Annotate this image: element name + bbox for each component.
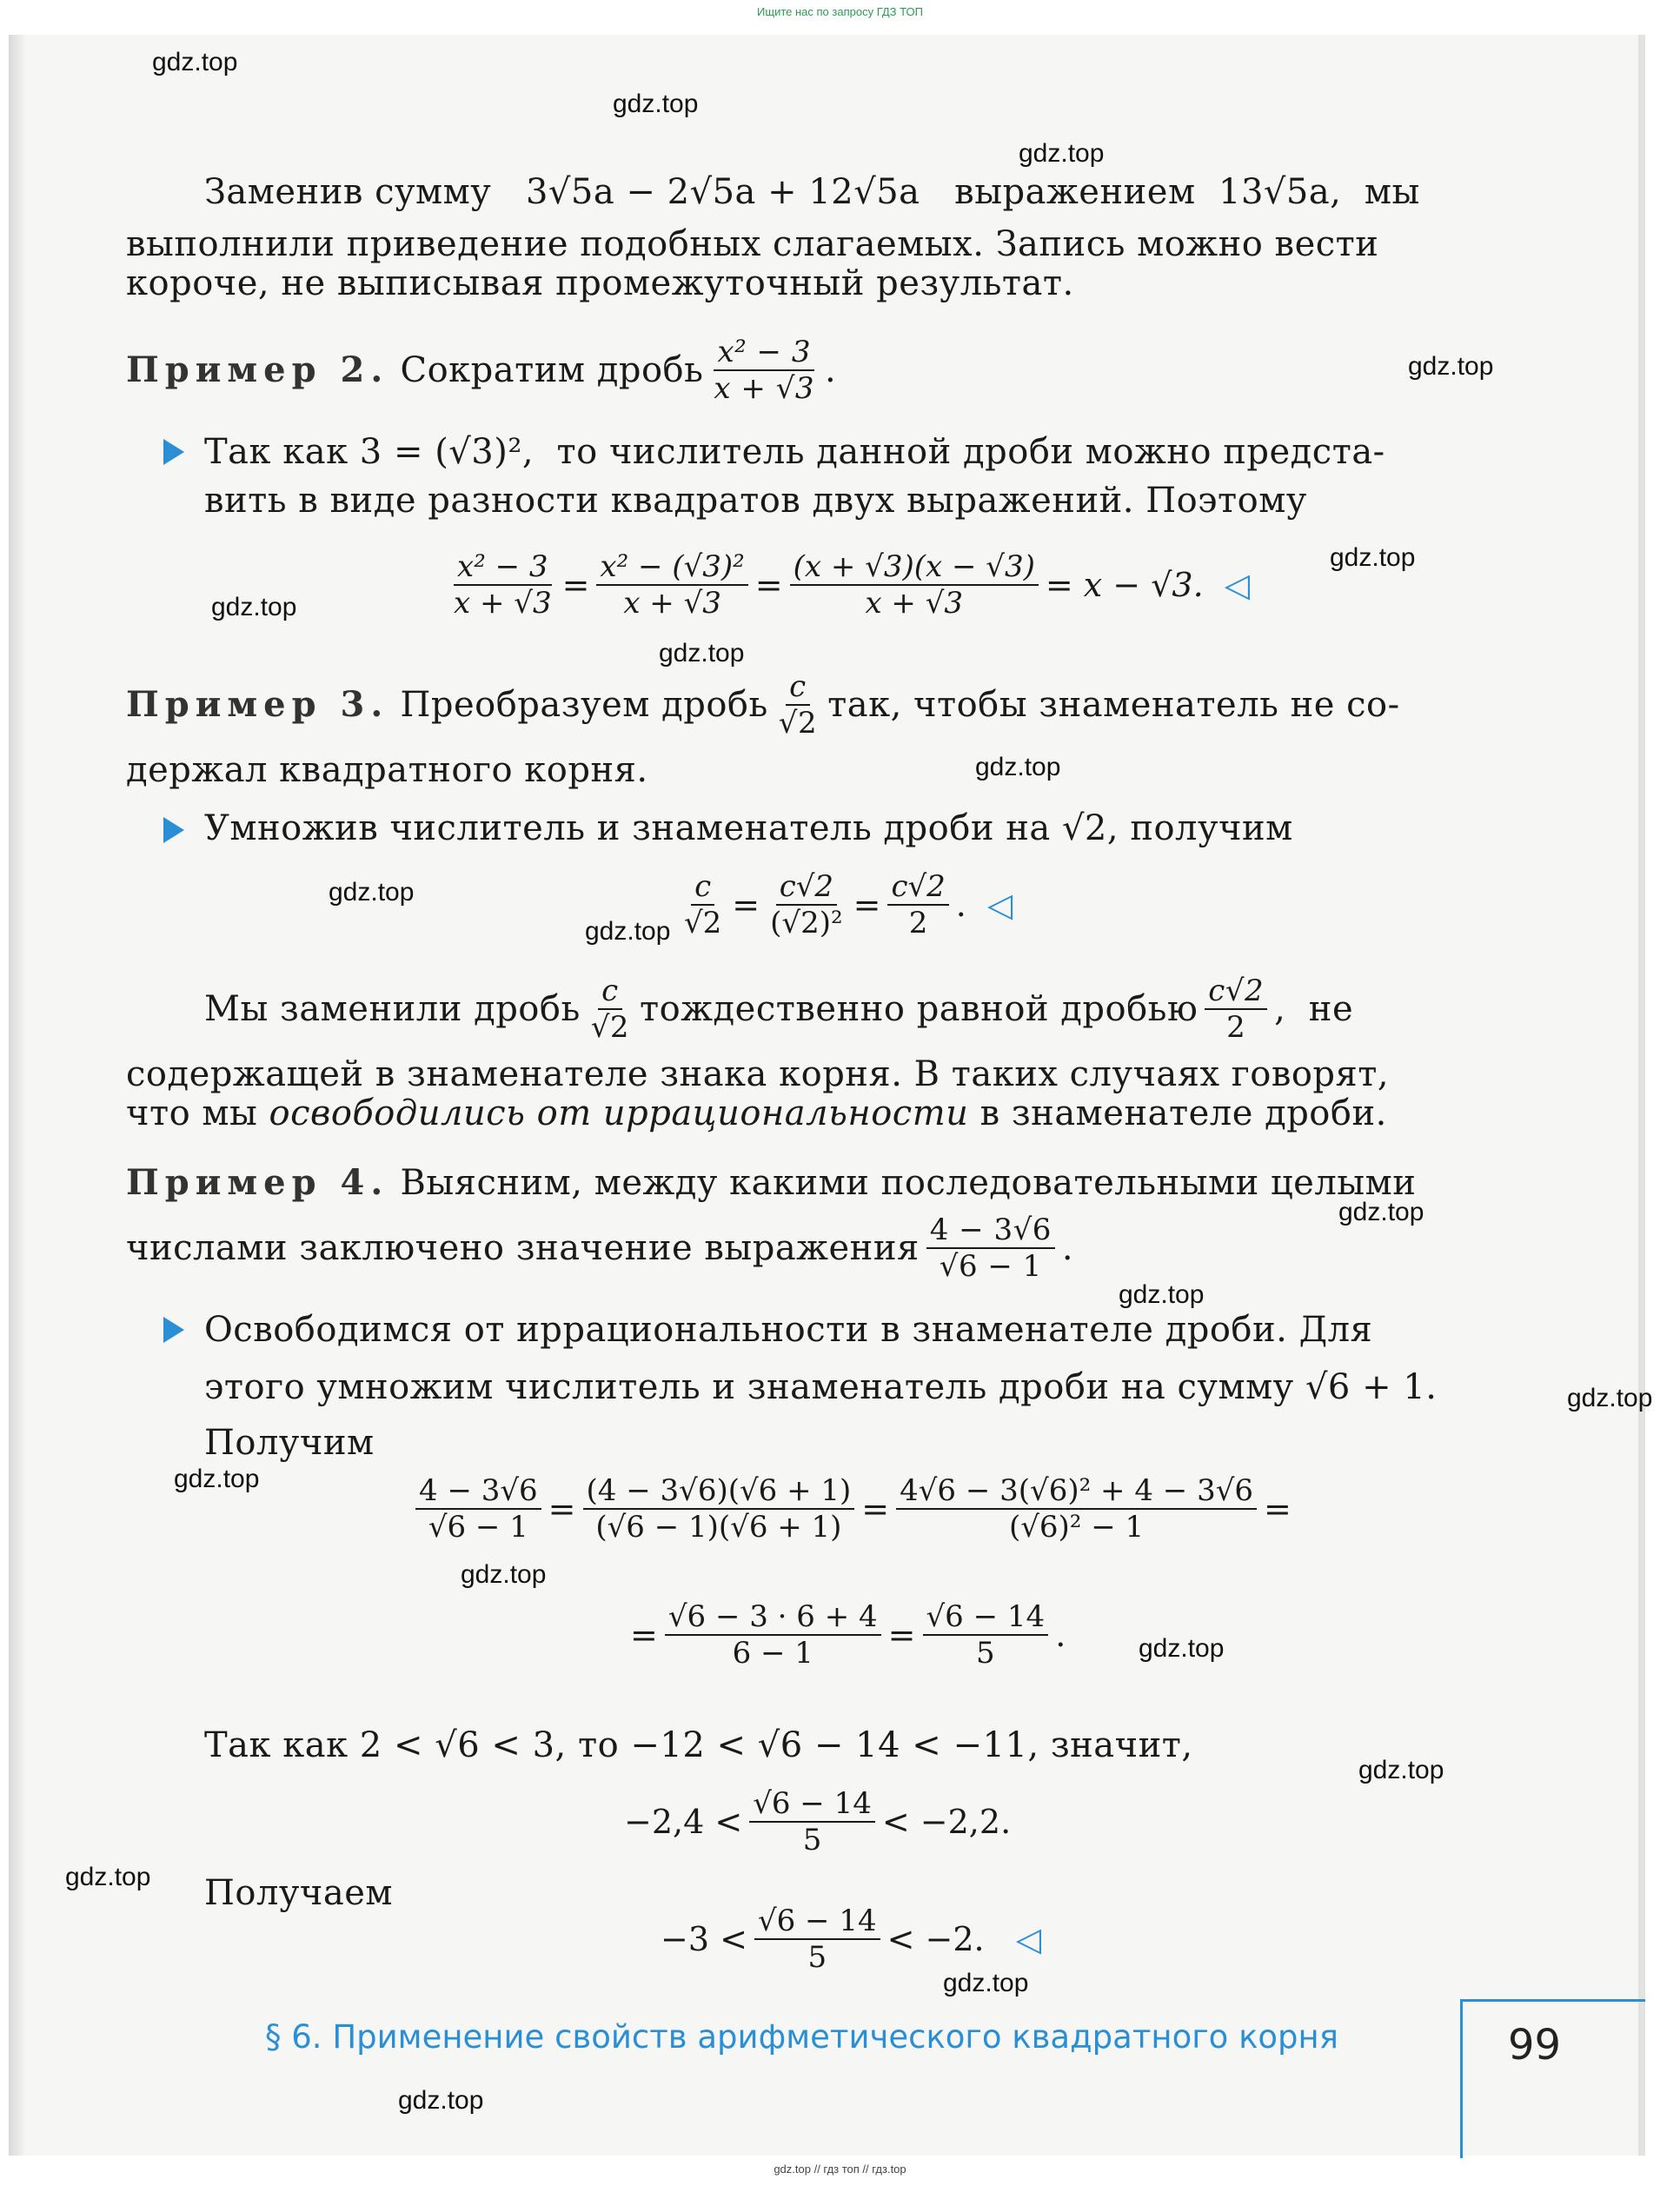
bottom-note: gdz.top // гдз топ // гдз.top	[774, 2163, 906, 2176]
watermark: gdz.top	[65, 1863, 151, 1891]
watermark: gdz.top	[174, 1465, 260, 1493]
page-spine-shadow	[9, 35, 26, 2156]
example-2-heading: Пример 2. Сократим дробь $\frac{\text{x² − 3}}{x + √3}$ .	[126, 335, 837, 406]
watermark: gdz.top	[461, 1560, 547, 1589]
watermark: gdz.top	[975, 753, 1061, 781]
watermark: gdz.top	[1338, 1198, 1424, 1226]
solution-end-icon: ◁	[1015, 1920, 1042, 1958]
example-4-solution-line3: Получим	[204, 1423, 375, 1463]
example-4-result-label: Получаем	[204, 1873, 393, 1913]
example-3-paragraph-line2: содержащей в знаменателе знака корня. В таких случаях говорят,	[126, 1054, 1390, 1094]
watermark: gdz.top	[659, 639, 745, 668]
watermark: gdz.top	[1119, 1280, 1205, 1309]
watermark: gdz.top	[1408, 352, 1494, 381]
example-2-label: Пример 2.	[126, 349, 389, 390]
watermark: gdz.top	[211, 593, 297, 621]
para1-line3: короче, не выписывая промежуточный результат.	[126, 263, 1074, 303]
example-4-heading: Пример 4. Выясним, между какими последовательными целыми	[126, 1162, 1417, 1203]
example-4-solution-line1: Освободимся от иррациональности в знаменателе дроби. Для	[204, 1310, 1373, 1350]
example-4-inequality-3: −3 < $\frac{√6 - 14}{5}$ < −2. ◁	[661, 1904, 1042, 1975]
watermark: gdz.top	[1019, 139, 1105, 168]
solution-marker-icon	[163, 1317, 184, 1343]
example-4-inequality-1: Так как 2 < √6 < 3, то −12 < √6 − 14 < −11, значит,	[204, 1725, 1193, 1765]
solution-marker-icon	[163, 817, 184, 843]
example-4-equation-2: = $\frac{√6 - 3 \cdot 6 + 4}{6 - 1}$ = $\frac{√6 - 14}{5}$ .	[630, 1599, 1066, 1671]
example-2-fraction: $\frac{\text{x² − 3}}{x + √3}$	[714, 335, 814, 406]
watermark: gdz.top	[1358, 1756, 1444, 1784]
para1-line2: выполнили приведение подобных слагаемых. Запись можно вести	[126, 224, 1379, 264]
solution-marker-icon	[163, 439, 184, 465]
example-4-inequality-2: −2,4 < $\frac{√6 - 14}{5}$ < −2,2.	[624, 1786, 1012, 1857]
page-right-edge	[1638, 35, 1645, 2156]
watermark: gdz.top	[613, 90, 699, 118]
example-3-equation: $\frac{c}{√2}$ = $\frac{c√2}{\text{(√2)²}}$ = $\frac{c√2}{2}$ . ◁	[684, 869, 1013, 940]
example-2-solution-line1: Так как 3 = (√3)², то числитель данной дроби можно предста-	[204, 432, 1385, 472]
example-3-paragraph-line1: Мы заменили дробь $\frac{c}{√2}$ тождественно равной дробью $\frac{c√2}{2}$ , не	[204, 973, 1354, 1045]
watermark: gdz.top	[1330, 543, 1416, 572]
watermark: gdz.top	[1567, 1384, 1653, 1412]
example-4-label: Пример 4.	[126, 1162, 389, 1203]
watermark: gdz.top	[585, 917, 671, 946]
example-3-line2: держал квадратного корня.	[126, 750, 648, 790]
example-3-heading: Пример 3. Преобразуем дробь $\frac{c}{√2}$ так, чтобы знаменатель не со-	[126, 669, 1400, 741]
example-4-solution-line2: этого умножим числитель и знаменатель дроби на сумму √6 + 1.	[204, 1367, 1438, 1407]
solution-end-icon: ◁	[1224, 566, 1251, 604]
watermark: gdz.top	[398, 2086, 484, 2115]
watermark: gdz.top	[943, 1969, 1029, 1997]
example-4-line2: числами заключено значение выражения $\frac{4 - 3√6}{√6 - 1}$ .	[126, 1213, 1074, 1284]
top-note: Ищите нас по запросу ГДЗ ТОП	[757, 5, 923, 18]
example-2-solution-line2: вить в виде разности квадратов двух выражений. Поэтому	[204, 481, 1307, 521]
page-number: 99	[1508, 2021, 1562, 2070]
watermark: gdz.top	[329, 878, 415, 907]
watermark: gdz.top	[1139, 1634, 1225, 1663]
example-3-paragraph-line3: что мы освободились от иррациональности в знаменателе дроби.	[126, 1093, 1387, 1133]
solution-end-icon: ◁	[987, 886, 1013, 924]
watermark: gdz.top	[152, 48, 238, 76]
para1-line1: Заменив сумму 3√5a − 2√5a + 12√5a выражением 13√5a, мы	[204, 172, 1420, 212]
section-footer-title: § 6. Применение свойств арифметического квадратного корня	[265, 2018, 1338, 2056]
example-4-equation-1: $\frac{4 - 3√6}{√6 - 1}$ = $\frac{(4 - 3√6)(√6 + 1)}{(√6 - 1)(√6 + 1)}$ = $\frac{\text{4√6 − 3(√6)² + 4 − 3√6}}{\text{(√6)² − 1}}$ =	[408, 1473, 1292, 1545]
example-3-label: Пример 3.	[126, 684, 389, 725]
example-2-equation: $\frac{\text{x² − 3}}{x + √3}$ = $\frac{\text{x² − (√3)²}}{x + √3}$ = $\frac{(x + √3)(x - √3)}{x + √3}$ = x − √3. ◁	[454, 549, 1251, 621]
example-3-solution-line1: Умножив числитель и знаменатель дроби на √2, получим	[204, 808, 1293, 848]
